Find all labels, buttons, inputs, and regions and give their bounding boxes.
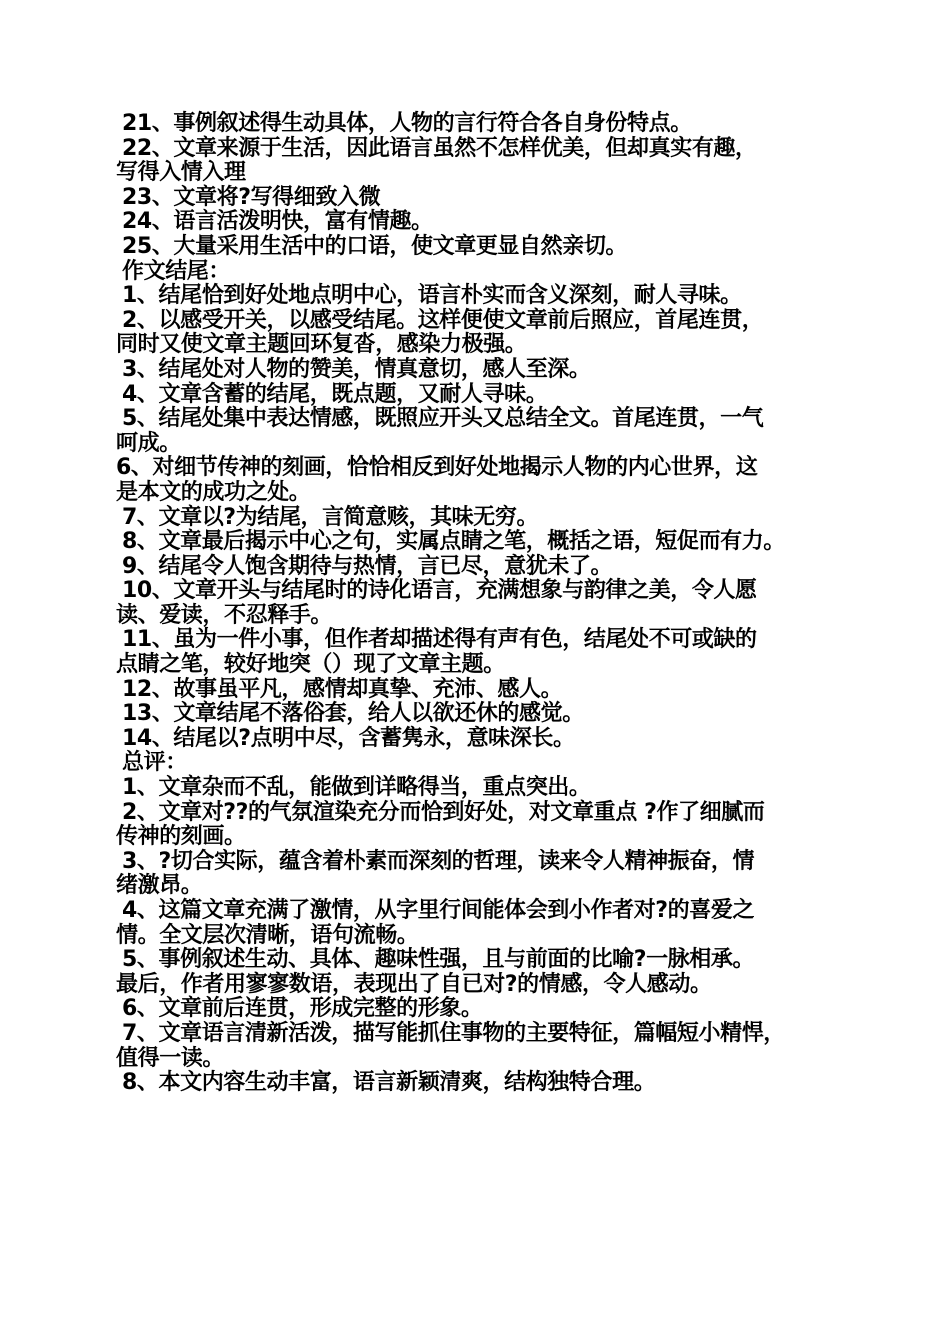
- text-line: 4、这篇文章充满了激情，从字里行间能体会到小作者对?的喜爱之: [122, 898, 755, 923]
- text-line: 2、以感受开关，以感受结尾。这样便使文章前后照应，首尾连贯，: [122, 307, 764, 333]
- text-line: 读、爱读，不忍释手。: [116, 602, 333, 628]
- text-line: 21、事例叙述得生动具体，人物的言行符合各自身份特点。: [122, 111, 692, 136]
- text-line: 4、文章含蓄的结尾，既点题，又耐人寻味。: [122, 381, 548, 407]
- text-line: 是本文的成功之处。: [116, 479, 311, 505]
- text-line: 14、结尾以?点明中尽，含蓄隽永，意味深长。: [122, 725, 575, 751]
- text-line: 3、结尾处对人物的赞美，情真意切，感人至深。: [122, 356, 591, 382]
- text-line: 22、文章来源于生活，因此语言虽然不怎样优美，但却真实有趣，: [122, 135, 757, 161]
- text-line: 25、大量采用生活中的口语，使文章更显自然亲切。: [122, 233, 628, 259]
- text-line: 写得入情入理: [116, 160, 246, 186]
- text-line: 7、文章语言清新活泼，描写能抓住事物的主要特征，篇幅短小精悍，: [122, 1020, 785, 1046]
- text-line: 7、文章以?为结尾，言简意赅，其味无穷。: [122, 504, 539, 530]
- text-line: 8、文章最后揭示中心之句，实属点睛之笔，概括之语，短促而有力。: [122, 529, 785, 555]
- text-line: 11、虽为一件小事，但作者却描述得有声有色，结尾处不可或缺的: [122, 627, 757, 653]
- text-line: 3、?切合实际，蕴含着朴素而深刻的哲理，读来令人精神振奋，情: [122, 848, 755, 874]
- text-line: 绪激昂。: [116, 873, 203, 899]
- text-line: 12、故事虽平凡，感情却真挚、充沛、感人。: [122, 676, 563, 702]
- text-line: 值得一读。: [116, 1045, 225, 1071]
- text-line: 1、文章杂而不乱，能做到详略得当，重点突出。: [122, 775, 591, 801]
- text-line: 23、文章将?写得细致入微: [122, 184, 381, 210]
- text-line: 最后，作者用寥寥数语，表现出了自已对?的情感，令人感动。: [116, 971, 712, 997]
- text-line: 9、结尾令人饱含期待与热情，言已尽，意犹未了。: [122, 553, 613, 579]
- text-line: 总评：: [122, 750, 187, 776]
- text-line: 同时又使文章主题回环复沓，感染力极强。: [116, 332, 527, 358]
- text-line: 情。全文层次清晰，语句流畅。: [116, 922, 419, 948]
- text-line: 呵成。: [116, 430, 181, 456]
- document-page: [116, 112, 846, 1096]
- text-line: 1、结尾恰到好处地点明中心，语言朴实而含义深刻，耐人寻味。: [122, 283, 742, 309]
- text-line: 作文结尾：: [122, 258, 231, 284]
- text-line: 5、事例叙述生动、具体、趣味性强，且与前面的比喻?一脉相承。: [122, 947, 755, 973]
- text-line: 点睛之笔，较好地突（）现了文章主题。: [116, 652, 505, 678]
- text-line: 24、语言活泼明快，富有情趣。: [122, 209, 433, 235]
- text-line: 5、结尾处集中表达情感，既照应开头又总结全文。首尾连贯，一气: [122, 406, 764, 432]
- text-line: 6、文章前后连贯，形成完整的形象。: [122, 996, 483, 1022]
- text-line: 2、文章对??的气氛渲染充分而恰到好处，对文章重点 ?作了细腻而: [122, 799, 765, 825]
- text-line: 传神的刻画。: [116, 824, 246, 850]
- text-line: 8、本文内容生动丰富，语言新颖清爽，结构独特合理。: [122, 1070, 656, 1096]
- text-line: 6、对细节传神的刻画，恰恰相反到好处地揭示人物的内心世界，这: [116, 455, 758, 481]
- text-line: 13、文章结尾不落俗套，给人以欲还休的感觉。: [122, 701, 584, 727]
- text-line: 10、文章开头与结尾时的诗化语言，充满想象与韵律之美，令人愿: [122, 578, 757, 604]
